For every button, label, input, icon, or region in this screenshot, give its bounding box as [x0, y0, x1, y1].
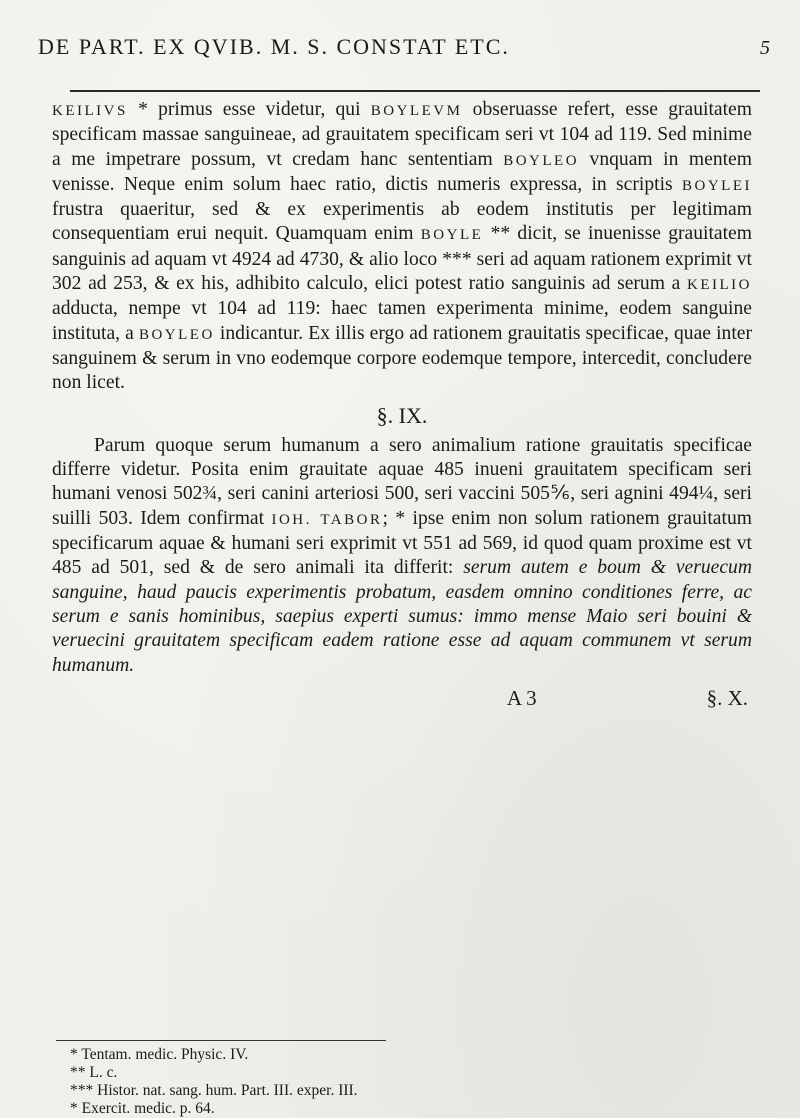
paragraph-1	[52, 98, 752, 396]
footnote: * Exercit. medic. p. 64.	[70, 1100, 215, 1117]
paragraph-1-run: BOYLEO	[503, 152, 580, 169]
paragraph-2-run: IOH. TABOR	[271, 511, 383, 528]
paragraph-2	[52, 434, 752, 678]
section-heading: §. IX.	[376, 402, 428, 428]
running-head-title: DE PART. EX QVIB. M. S. CONSTAT ETC.	[38, 34, 510, 59]
paragraph-1-run: * primus esse videtur, qui	[127, 99, 371, 120]
footnotes-rule	[56, 1040, 386, 1041]
paragraph-1-run: frustra quaeritur, sed & ex experimentis ab eodem institutis per legitimam consequentiam erui nequit. Quamquam enim	[52, 199, 752, 245]
paragraph-2-run: Parum quoque serum humanum a sero animalium ratione grauitatis specificae differre videtur. Posita enim grauitate aquae 485 inueni grauitatem specificam seri humani venosi 502¾, seri canini arteriosi 500, seri vaccini 505⅚, seri agnini 494¼, seri suilli 503. Idem confirmat	[52, 434, 752, 529]
paragraph-1-run: indicantur. Ex illis ergo ad rationem grauitatis specificae, quae inter sanguinem & serum in vno eodemque corpore eodemque tempore, intercedit, concludere non licet.	[52, 322, 752, 394]
paragraph-1-run: BOYLEVM	[370, 103, 463, 119]
signature-line	[52, 686, 752, 710]
footnotes	[56, 1046, 756, 1118]
footnote: * Tentam. medic. Physic. IV.	[70, 1046, 249, 1063]
paragraph-2-run: serum autem e boum & veruecum sanguine, haud paucis experimentis probatum, easdem omnino conditiones ferre, ac serum e sanis hominibus, saepius experti sumus: immo mense Maio seri bouini & veruecini grauitatem specificam eadem ratione esse ad aquam communem vt serum humanum.	[52, 557, 752, 676]
paragraph-1-run: vnquam in mentem venisse. Neque enim solum haec ratio, dictis numeris expressa, in scriptis	[52, 148, 752, 195]
paragraph-1-run: adducta, nempe vt 104 ad 119: haec tamen experimenta minime, eodem sanguine instituta, a	[52, 298, 752, 344]
body-text	[52, 98, 752, 710]
paragraph-1-run: BOYLEO	[138, 326, 215, 343]
paragraph-2-run: ; * ipse enim non solum rationem grauitatum specificarum aquae & humani seri exprimit vt 551 ad 569, id quod quam proxime est vt 485 ad 501, sed & de sero animali ita differit:	[52, 507, 752, 579]
paragraph-1-run: KEILIO	[687, 277, 752, 294]
paragraph-1-run: BOYLE	[420, 227, 484, 244]
footnote: *** Histor. nat. sang. hum. Part. III. exper. III.	[70, 1082, 358, 1099]
paragraph-1-run: BOYLEI	[682, 177, 752, 194]
paragraph-1-run: obseruasse refert, esse grauitatem specificam massae sanguineae, ad grauitatem specificam seri vt 104 ad 119. Sed minime a me impetrare possum, vt credam hanc sententiam	[52, 99, 752, 170]
paragraph-1-run: KEILIVS	[52, 103, 128, 119]
footnote: ** L. c.	[70, 1064, 118, 1081]
signature-mark: A 3	[506, 685, 537, 710]
catchword: §. X.	[706, 685, 748, 710]
header-rule	[70, 90, 760, 92]
page-number: 5	[760, 37, 770, 59]
paragraph-1-run: ** dicit, se inuenisse grauitatem sanguinis ad aquam vt 4924 ad 4730, & alio loco *** seri ad aquam rationem exprimit vt 302 ad 253, & ex his, adhibito calculo, elici potest ratio sanguinis ad serum a	[52, 223, 752, 295]
running-head	[38, 34, 770, 60]
